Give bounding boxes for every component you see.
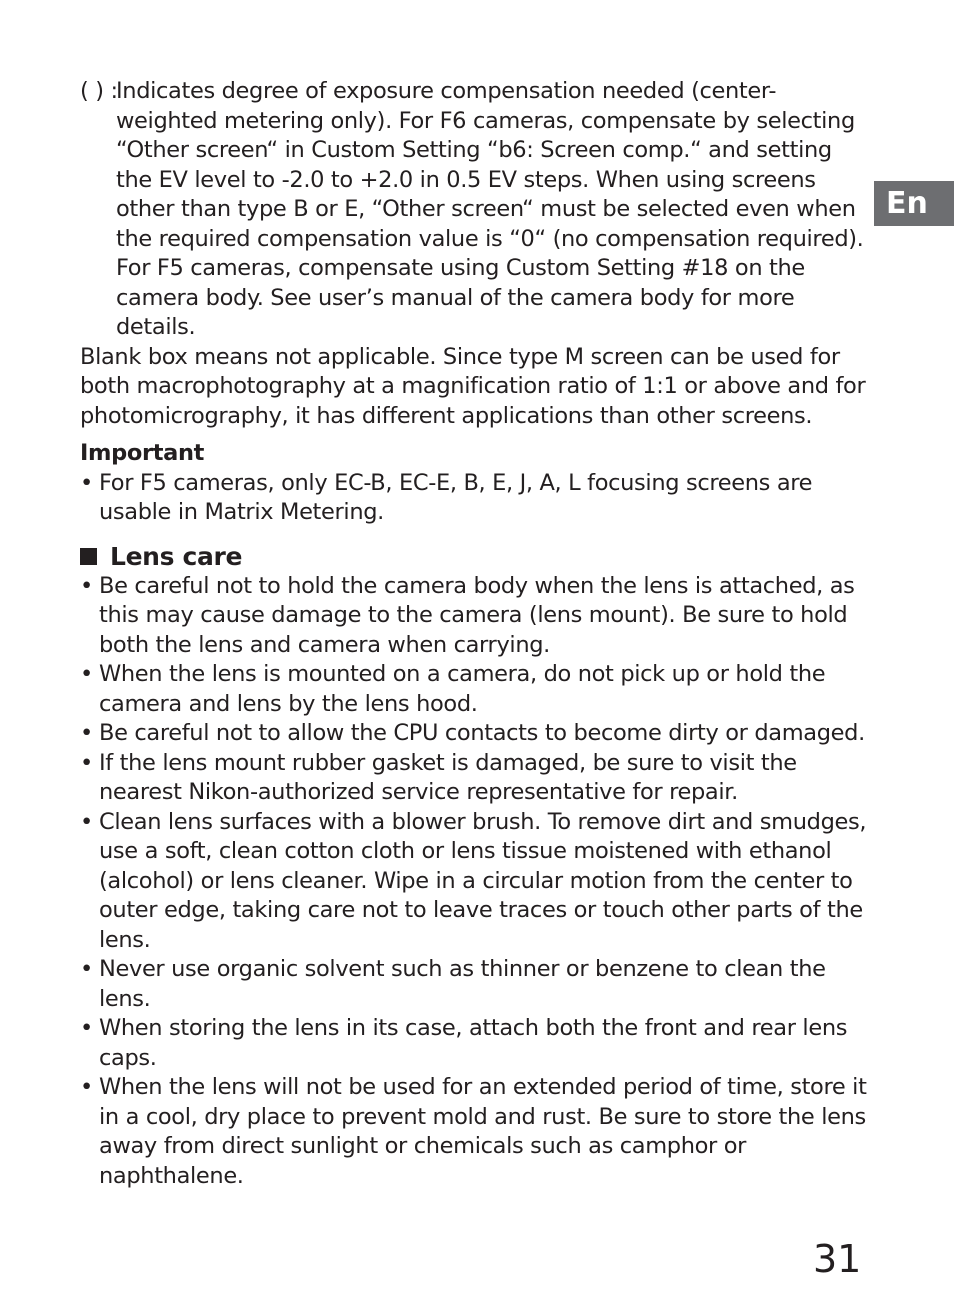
page-content — [80, 77, 870, 1191]
definition-term: ( ) : — [80, 78, 118, 104]
definition-text: Indicates degree of exposure compensation needed (center-weighted metering only). For F6 cameras, compensate by selecting “Other screen“ in Custom Setting “b6: Screen comp.“ and setting the EV level to -2.0 to +2.0 in 0.5 EV steps. When using screens other than type B or E, “Other screen“ must be selected even when the required compensation value is “0“ (no compensation required). For F5 cameras, compensate using Custom Setting #18 on the camera body. See user’s manual of the camera body for more details. — [116, 78, 864, 340]
lens-care-item: • Be careful not to hold the camera body when the lens is attached, as this may cause damage to the camera (lens mount). Be sure to hold both the lens and camera when carrying. — [80, 572, 870, 661]
lens-care-item: • If the lens mount rubber gasket is damaged, be sure to visit the nearest Nikon-authorized service representative for repair. — [80, 749, 870, 808]
blank-box-note: Blank box means not applicable. Since type M screen can be used for both macrophotography at a magnification ratio of 1:1 or above and for photomicrography, it has different applications than other screens. — [80, 343, 866, 429]
important-list — [80, 469, 870, 528]
lens-care-item: • Never use organic solvent such as thinner or benzene to clean the lens. — [80, 955, 870, 1014]
lens-care-item: • When storing the lens in its case, attach both the front and rear lens caps. — [80, 1014, 870, 1073]
square-bullet-icon — [80, 548, 97, 565]
lens-care-item: • When the lens will not be used for an extended period of time, store it in a cool, dry place to prevent mold and rust. Be sure to store the lens away from direct sunlight or chemicals such as camphor or naphthalene. — [80, 1073, 870, 1191]
language-tab: En — [874, 181, 954, 226]
lens-care-heading — [80, 542, 870, 572]
lens-care-item: • When the lens is mounted on a camera, do not pick up or hold the camera and lens by the lens hood. — [80, 660, 870, 719]
important-item: • For F5 cameras, only EC-B, EC-E, B, E, J, A, L focusing screens are usable in Matrix Metering. — [80, 469, 870, 528]
lens-care-item: • Be careful not to allow the CPU contacts to become dirty or damaged. — [80, 719, 870, 749]
page-number: 31 — [813, 1237, 862, 1281]
lens-care-list — [80, 572, 870, 1192]
exposure-compensation-definition — [80, 77, 870, 343]
important-heading: Important — [80, 440, 205, 466]
lens-care-title: Lens care — [110, 541, 243, 571]
lens-care-item: • Clean lens surfaces with a blower brush. To remove dirt and smudges, use a soft, clean cotton cloth or lens tissue moistened with ethanol (alcohol) or lens cleaner. Wipe in a circular motion from the center to outer edge, taking care not to leave traces or touch other parts of the lens. — [80, 808, 870, 956]
